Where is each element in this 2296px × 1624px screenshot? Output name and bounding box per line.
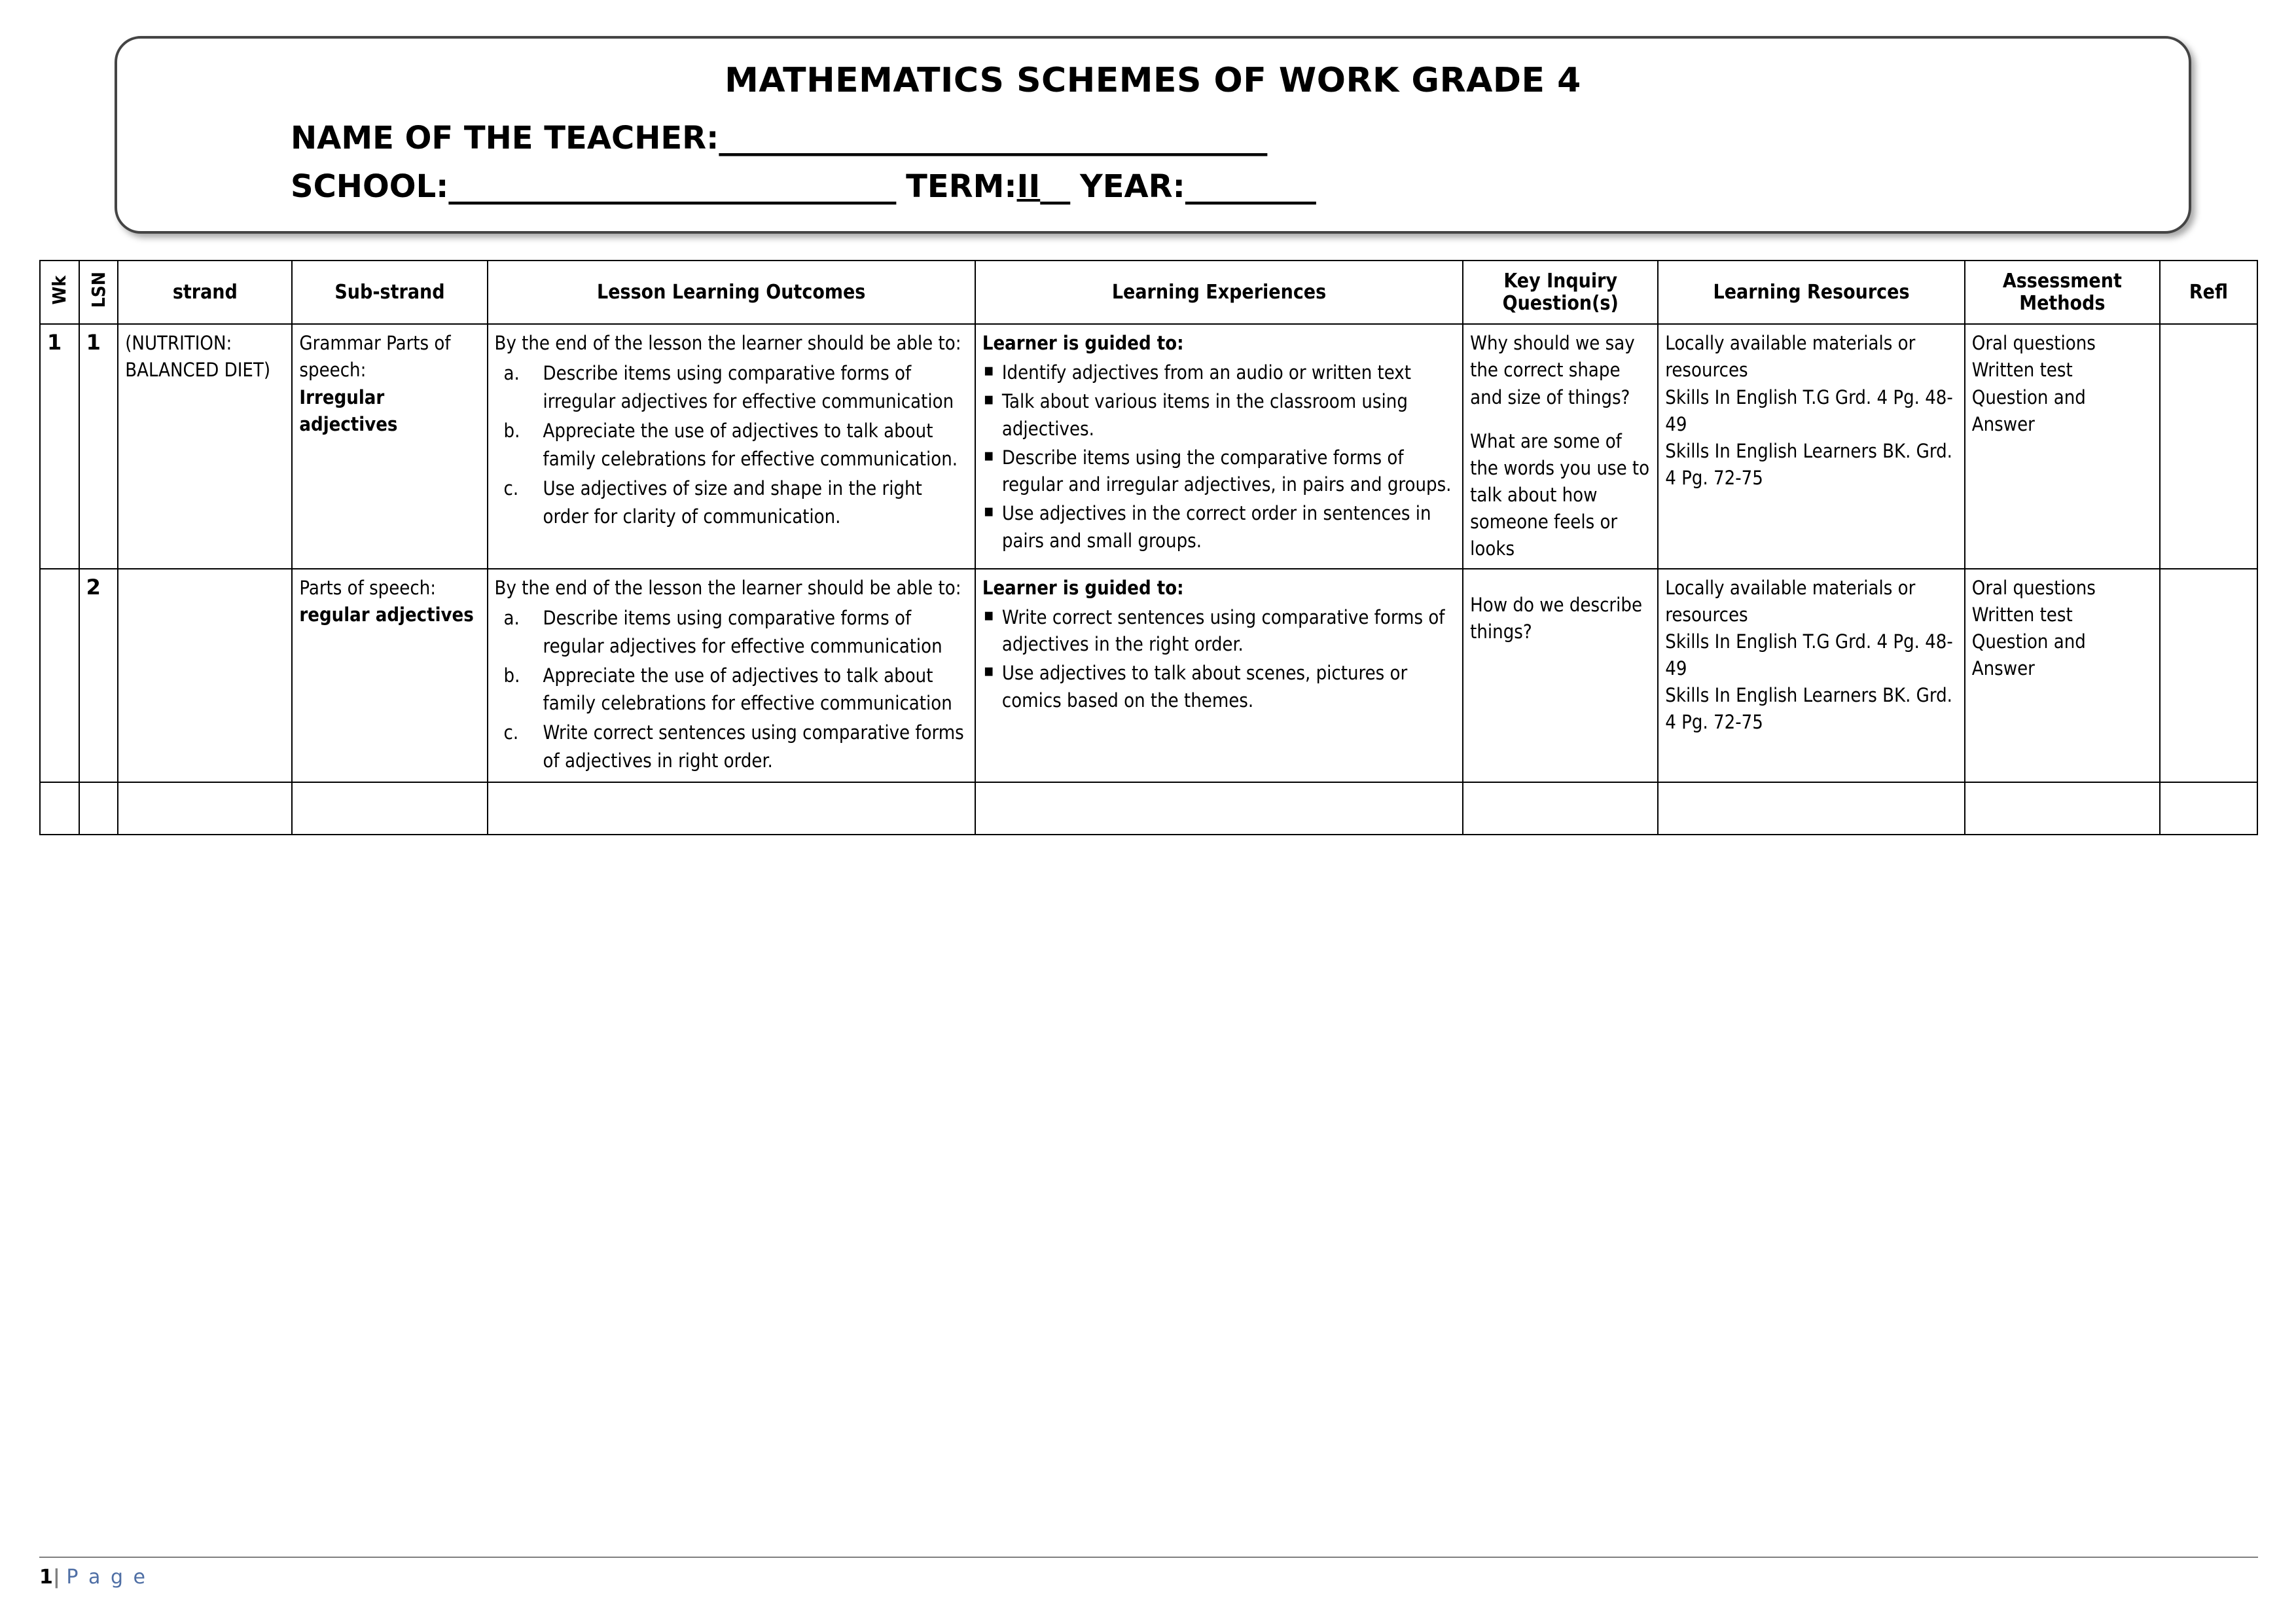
cell-refl[interactable] — [2160, 324, 2257, 568]
llo-intro: By the end of the lesson the learner should be able to: — [494, 576, 961, 599]
lr-item: Skills In English T.G Grd. 4 Pg. 48-49 — [1665, 630, 1953, 680]
lr-item: Skills In English Learners BK. Grd. 4 Pg. 72-75 — [1665, 684, 1952, 734]
cell-learning-resources — [1658, 324, 1964, 568]
cell-lesson-learning-outcomes[interactable] — [488, 782, 975, 835]
le-item: ▪ Talk about various items in the classroom using adjectives. — [982, 388, 1456, 443]
page-footer — [39, 1557, 2258, 1589]
document-title: MATHEMATICS SCHEMES OF WORK GRADE 4 — [725, 61, 1581, 100]
teacher-name-line — [291, 120, 2162, 156]
column-header-strand: strand — [118, 261, 292, 324]
cell-wk: 1 — [40, 324, 79, 568]
cell-key-inquiry-questions — [1463, 569, 1658, 783]
llo-item: b. Appreciate the use of adjectives to talk about family celebrations for effective communication — [503, 664, 952, 715]
kiq-item: What are some of the words you use to talk about how someone feels or looks — [1470, 429, 1650, 560]
cell-assessment-methods — [1965, 569, 2160, 783]
substrand-bold: Irregular adjectives — [299, 386, 398, 435]
cell-wk — [40, 569, 79, 783]
table-row — [40, 324, 2257, 568]
le-item: ▪ Describe items using the comparative forms of regular and irregular adjectives, in pairs and groups. — [982, 444, 1456, 499]
lr-item: Skills In English T.G Grd. 4 Pg. 48-49 — [1665, 386, 1953, 435]
llo-item: b. Appreciate the use of adjectives to talk about family celebrations for effective communication. — [503, 420, 958, 471]
le-item: ▪ Use adjectives in the correct order in sentences in pairs and small groups. — [982, 500, 1456, 555]
le-intro: Learner is guided to: — [982, 576, 1184, 599]
cell-key-inquiry-questions[interactable] — [1463, 782, 1658, 835]
cell-refl[interactable] — [2160, 782, 2257, 835]
column-header-learning-resources: Learning Resources — [1658, 261, 1964, 324]
year-blank[interactable]: _________ — [1185, 168, 1315, 205]
cell-learning-experiences — [975, 324, 1463, 568]
table-row — [40, 569, 2257, 783]
cell-key-inquiry-questions — [1463, 324, 1658, 568]
column-header-substrand: Sub-strand — [292, 261, 487, 324]
column-header-refl: Refl — [2160, 261, 2257, 324]
footer-page-word: P a g e — [66, 1566, 147, 1589]
column-header-assessment-methods: Assessment Methods — [1965, 261, 2160, 324]
le-intro: Learner is guided to: — [982, 332, 1184, 355]
am-item: Question and Answer — [1971, 630, 2086, 680]
llo-item: c. Use adjectives of size and shape in the right order for clarity of communication. — [503, 477, 922, 528]
llo-item: c. Write correct sentences using comparative forms of adjectives in right order. — [503, 721, 964, 772]
cell-learning-resources — [1658, 569, 1964, 783]
le-item: ▪ Write correct sentences using comparative forms of adjectives in the right order. — [982, 604, 1456, 659]
am-item: Oral questions — [1971, 332, 2096, 355]
kiq-spacer — [1470, 411, 1651, 428]
school-term-year-line — [291, 168, 2162, 205]
year-label: YEAR: — [1079, 168, 1185, 205]
cell-learning-experiences[interactable] — [975, 782, 1463, 835]
column-header-lesson-learning-outcomes: Lesson Learning Outcomes — [488, 261, 975, 324]
teacher-name-blank[interactable]: ______________________________________ — [719, 120, 1266, 156]
term-label: TERM: — [906, 168, 1017, 205]
cell-strand: (NUTRITION: BALANCED DIET) — [118, 324, 292, 568]
am-item: Oral questions — [1971, 576, 2096, 599]
llo-list — [495, 604, 968, 775]
cell-lsn[interactable] — [79, 782, 118, 835]
le-item: ▪ Use adjectives to talk about scenes, pictures or comics based on the themes. — [982, 660, 1456, 715]
substrand-plain: Grammar Parts of speech: — [299, 332, 451, 382]
term-blank[interactable]: __ — [1040, 168, 1069, 205]
column-header-key-inquiry-questions: Key Inquiry Question(s) — [1463, 261, 1658, 324]
cell-wk[interactable] — [40, 782, 79, 835]
teacher-name-label: NAME OF THE TEACHER: — [291, 120, 719, 156]
llo-item: a. Describe items using comparative forms of regular adjectives for effective communication — [503, 606, 942, 657]
kiq-item: Why should we say the correct shape and size of things? — [1470, 332, 1635, 408]
cell-lesson-learning-outcomes — [488, 324, 975, 568]
kiq-item: How do we describe things? — [1470, 593, 1643, 643]
school-label: SCHOOL: — [291, 168, 449, 205]
header-box — [115, 36, 2191, 234]
cell-learning-resources[interactable] — [1658, 782, 1964, 835]
am-item: Question and Answer — [1971, 386, 2086, 435]
cell-lsn: 1 — [79, 324, 118, 568]
cell-substrand — [292, 569, 487, 783]
substrand-plain: Parts of speech: — [299, 576, 437, 599]
cell-lesson-learning-outcomes — [488, 569, 975, 783]
footer-separator: | — [52, 1566, 60, 1589]
cell-assessment-methods — [1965, 324, 2160, 568]
le-list — [982, 604, 1456, 715]
am-item: Written test — [1971, 603, 2073, 626]
column-header-wk: Wk — [40, 261, 79, 324]
lr-item: Locally available materials or resources — [1665, 576, 1916, 626]
kiq-spacer — [1470, 575, 1651, 592]
am-item: Written test — [1971, 359, 2073, 382]
footer-page-number: 1 — [39, 1566, 53, 1589]
column-header-lsn: LSN — [79, 261, 118, 324]
llo-item: a. Describe items using comparative forms of irregular adjectives for effective communication — [503, 362, 954, 413]
table-header-row — [40, 261, 2257, 324]
school-blank[interactable]: _______________________________ — [448, 168, 895, 205]
cell-strand[interactable] — [118, 782, 292, 835]
table-row-empty — [40, 782, 2257, 835]
cell-refl[interactable] — [2160, 569, 2257, 783]
lr-item: Skills In English Learners BK. Grd. 4 Pg. 72-75 — [1665, 439, 1952, 490]
lr-item: Locally available materials or resources — [1665, 332, 1916, 382]
cell-strand — [118, 569, 292, 783]
term-value[interactable]: II — [1016, 168, 1041, 205]
le-item: ▪ Identify adjectives from an audio or written text — [982, 359, 1456, 387]
cell-substrand — [292, 324, 487, 568]
cell-lsn: 2 — [79, 569, 118, 783]
llo-list — [495, 359, 968, 530]
column-header-learning-experiences: Learning Experiences — [975, 261, 1463, 324]
le-list — [982, 359, 1456, 554]
llo-intro: By the end of the lesson the learner should be able to: — [494, 332, 961, 355]
footer-page-indicator — [39, 1566, 147, 1589]
cell-assessment-methods[interactable] — [1965, 782, 2160, 835]
cell-learning-experiences — [975, 569, 1463, 783]
substrand-bold: regular adjectives — [299, 603, 474, 626]
cell-substrand[interactable] — [292, 782, 487, 835]
schemes-of-work-table — [39, 260, 2258, 835]
